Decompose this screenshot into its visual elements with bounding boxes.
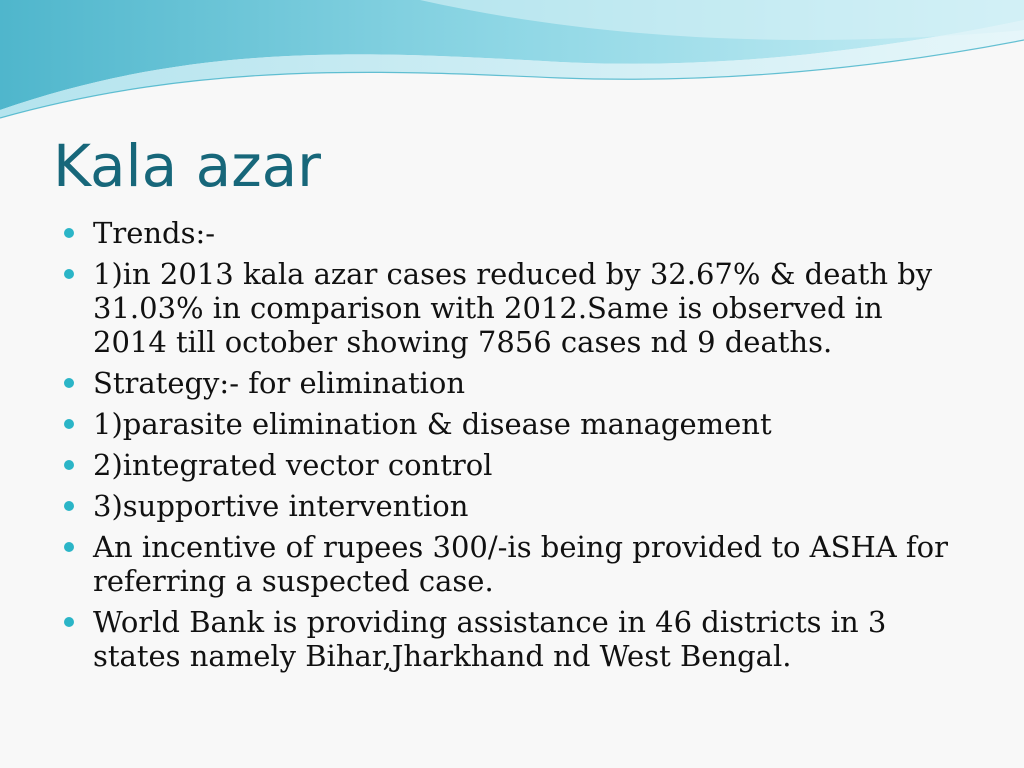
bullet-item [64, 257, 964, 359]
bullet-icon [64, 269, 74, 279]
bullet-icon [64, 378, 74, 388]
bullet-list [64, 216, 964, 680]
slide-title: Kala azar [53, 132, 322, 200]
bullet-item [64, 605, 964, 673]
bullet-icon [64, 419, 74, 429]
bullet-icon [64, 460, 74, 470]
bullet-item [64, 216, 964, 250]
bullet-text: 1)parasite elimination & disease management [93, 407, 772, 441]
bullet-icon [64, 501, 74, 511]
bullet-item [64, 489, 964, 523]
decorative-wave-header [0, 0, 1024, 130]
bullet-text: An incentive of rupees 300/-is being provided to ASHA for referring a suspected case. [93, 530, 948, 598]
bullet-text: Trends:- [93, 216, 216, 250]
bullet-icon [64, 542, 74, 552]
bullet-text: Strategy:- for elimination [93, 366, 466, 400]
bullet-text: 2)integrated vector control [93, 448, 493, 482]
bullet-text: 3)supportive intervention [93, 489, 469, 523]
bullet-item [64, 530, 964, 598]
bullet-item [64, 448, 964, 482]
bullet-text: 1)in 2013 kala azar cases reduced by 32.67% & death by 31.03% in comparison with 2012.Same is observed in 2014 till october showing 7856 cases nd 9 deaths. [93, 257, 933, 359]
bullet-text: World Bank is providing assistance in 46 districts in 3 states namely Bihar,Jharkhand nd West Bengal. [93, 605, 887, 673]
bullet-icon [64, 228, 74, 238]
bullet-item [64, 366, 964, 400]
bullet-item [64, 407, 964, 441]
bullet-icon [64, 617, 74, 627]
